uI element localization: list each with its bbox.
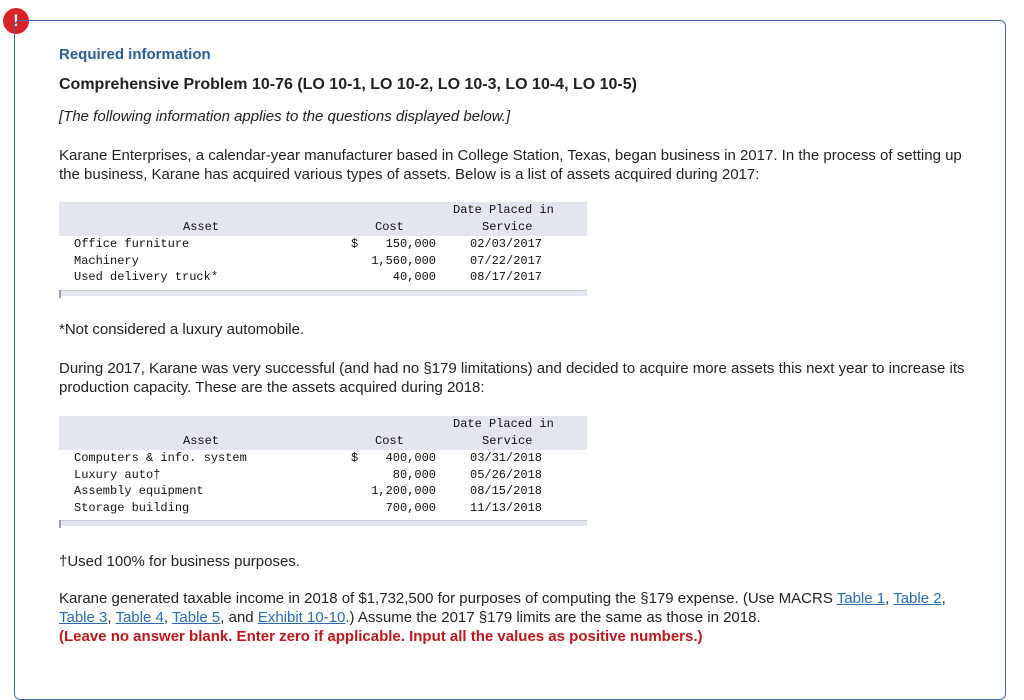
applies-note: [The following information applies to the questions displayed below.] — [59, 108, 511, 125]
table-header — [59, 416, 587, 450]
cost-cell: 700,000 — [385, 500, 436, 515]
date-cell: 05/26/2018 — [470, 467, 543, 482]
separator: , — [107, 609, 116, 626]
assets-2018-table — [59, 416, 587, 526]
separator: , — [163, 609, 172, 626]
date-cell: 07/22/2017 — [470, 253, 543, 268]
table-header — [59, 202, 587, 236]
header-cost: Cost — [375, 220, 404, 234]
date-cell: 08/17/2017 — [470, 270, 543, 284]
dollar-sign: $ — [351, 237, 359, 251]
separator: , — [941, 590, 946, 607]
table-row — [59, 236, 587, 253]
separator: , and — [220, 609, 258, 626]
footnote-2017: *Not considered a luxury automobile. — [59, 321, 305, 338]
required-information-heading: Required information — [59, 46, 211, 63]
header-asset: Asset — [183, 434, 220, 448]
intro-paragraph: Karane Enterprises, a calendar-year manufacturer based in College Station, Texas, began business in 2017. In the process of setting up the business, Karane has acquired various types of assets. Below is a list of assets acquired during 2017: — [59, 147, 962, 183]
header-cost: Cost — [375, 434, 404, 448]
cost-cell: 1,200,000 — [371, 484, 436, 498]
final-paragraph — [59, 589, 979, 646]
final-text-after-links: .) Assume the 2017 §179 limits are the same as those in 2018. — [345, 609, 761, 626]
asset-cell: Used delivery truck* — [74, 270, 219, 284]
header-date-line2: Service — [482, 434, 533, 448]
header-date-line1: Date Placed in — [453, 417, 554, 431]
instruction-note: (Leave no answer blank. Enter zero if applicable. Input all the values as positive numbers.) — [59, 628, 703, 645]
asset-cell: Machinery — [74, 253, 139, 268]
cost-cell: 40,000 — [392, 270, 436, 284]
alert-icon: ! — [3, 8, 29, 34]
paragraph-2018: During 2017, Karane was very successful (and had no §179 limitations) and decided to acquire more assets this next year to increase its production capacity. These are the assets acquired during 2018: — [59, 360, 965, 396]
macrs-table5-link[interactable]: Table 5 — [171, 609, 221, 626]
separator: , — [885, 590, 894, 607]
table-row — [59, 467, 587, 484]
cost-cell: 150,000 — [385, 237, 436, 251]
date-cell: 02/03/2017 — [470, 237, 543, 251]
date-cell: 11/13/2018 — [470, 500, 543, 515]
table-scrollbar[interactable] — [59, 290, 587, 296]
header-asset: Asset — [183, 220, 220, 234]
macrs-table3-link[interactable]: Table 3 — [59, 609, 108, 626]
asset-cell: Luxury auto† — [74, 467, 161, 482]
problem-title: Comprehensive Problem 10-76 (LO 10-1, LO 10-2, LO 10-3, LO 10-4, LO 10-5) — [59, 76, 637, 93]
exhibit-10-10-link[interactable]: Exhibit 10-10 — [257, 609, 346, 626]
assets-2017-table — [59, 202, 587, 296]
macrs-table2-link[interactable]: Table 2 — [893, 590, 942, 607]
table-row — [59, 253, 587, 270]
table-row — [59, 500, 587, 517]
cost-cell: 400,000 — [385, 451, 436, 465]
macrs-table4-link[interactable]: Table 4 — [115, 609, 164, 626]
header-date-line2: Service — [482, 220, 533, 234]
cost-cell: 80,000 — [392, 467, 436, 482]
footnote-2018: †Used 100% for business purposes. — [59, 553, 300, 570]
dollar-sign: $ — [351, 451, 359, 465]
table-row — [59, 450, 587, 467]
table-scrollbar[interactable] — [59, 520, 587, 526]
asset-cell: Assembly equipment — [74, 484, 204, 498]
cost-cell: 1,560,000 — [371, 253, 436, 268]
asset-cell: Computers & info. system — [74, 451, 247, 465]
asset-cell: Office furniture — [74, 237, 190, 251]
header-date-line1: Date Placed in — [453, 203, 554, 217]
table-row — [59, 269, 587, 286]
date-cell: 08/15/2018 — [470, 484, 543, 498]
macrs-table1-link[interactable]: Table 1 — [836, 590, 886, 607]
table-row — [59, 483, 587, 500]
date-cell: 03/31/2018 — [470, 451, 543, 465]
asset-cell: Storage building — [74, 500, 190, 515]
final-text-before-links: Karane generated taxable income in 2018 of $1,732,500 for purposes of computing the §179 expense. (Use MACRS — [59, 590, 837, 607]
